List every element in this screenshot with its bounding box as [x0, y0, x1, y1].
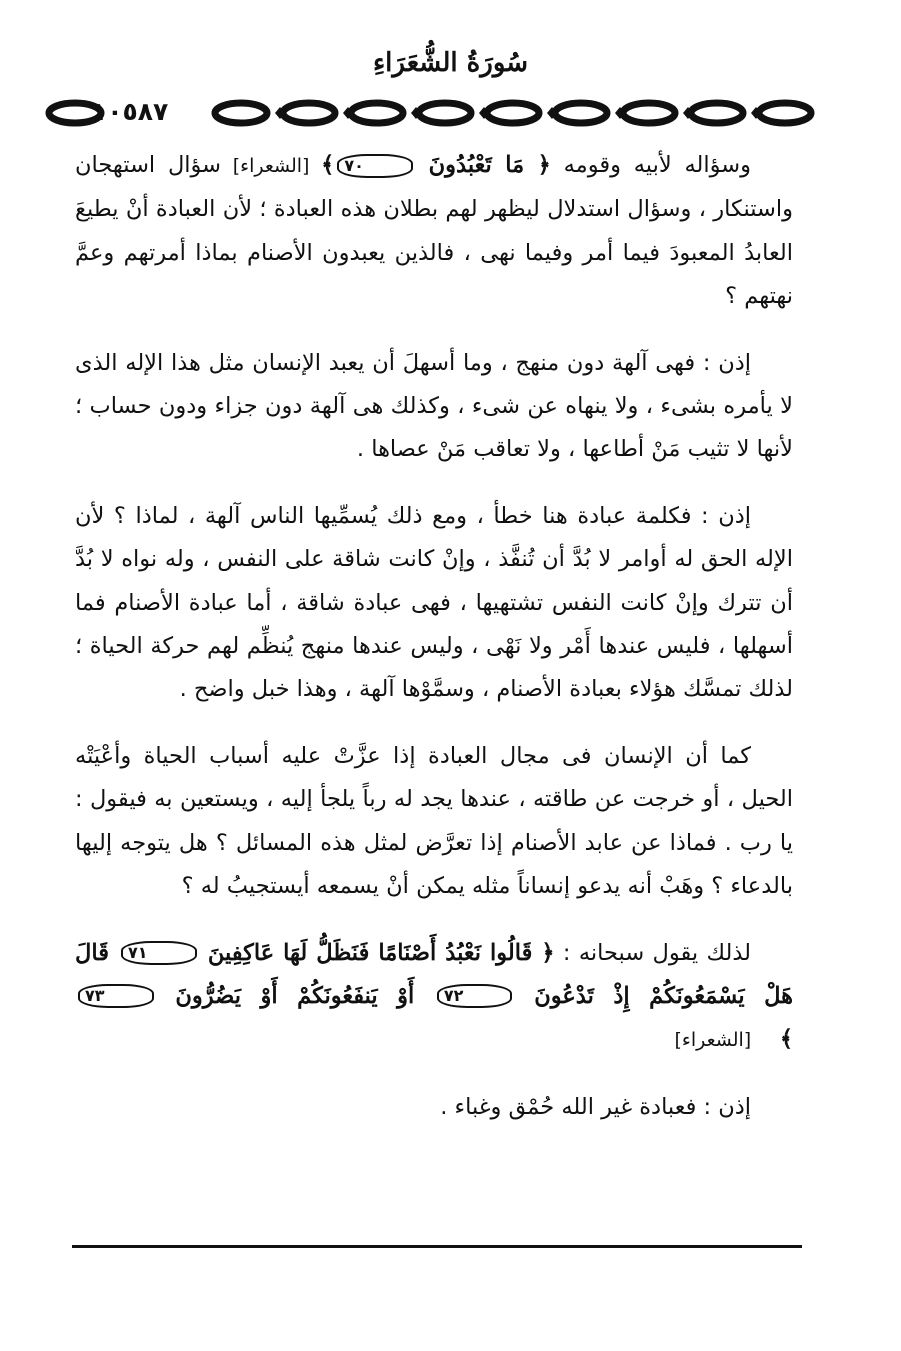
- quran-quote-part-2: قَالَ هَلْ يَسْمَعُونَكُمْ إِذْ تَدْعُونَ: [75, 939, 794, 1009]
- quran-quote-part-1: ﴿ قَالُوا نَعْبُدُ أَصْنَامًا فَنَظَلُّ لَهَا عَاكِفِينَ: [207, 939, 555, 966]
- paragraph-4: كما أن الإنسان فى مجال العبادة إذا عزَّتْ عليه أسباب الحياة وأعْيَتْه الحيل ، أو خرجت عن طاقته ، عندها يجد له رباً يلجأ إليه ، ويستعين به فيقول : يا رب . فماذا عن عابد الأصنام إذا تعرَّض لمثل هذه المسائل ؟ هل يتوجه إليها بالدعاء ؟ وهَبْ أنه يدعو إنساناً مثله يمكن أنْ يسمعه أيستجيبُ له ؟: [75, 742, 793, 900]
- paragraph-lead: وسؤاله لأبيه وقومه: [550, 152, 751, 178]
- verse-number-badge: ٧٣: [78, 984, 154, 1008]
- quote-close: ﴾: [779, 1026, 793, 1053]
- quran-quote-part-3: أَوْ يَنفَعُونَكُمْ أَوْ يَضُرُّونَ: [175, 982, 434, 1009]
- paragraph-1: [75, 144, 793, 319]
- quote-close: ﴾: [321, 152, 335, 178]
- verse-number-badge: ٧٢: [437, 984, 513, 1008]
- page-number: ١٠٥٨٧: [92, 97, 169, 126]
- surah-reference: [الشعراء]: [221, 155, 322, 177]
- surah-reference: [الشعراء]: [674, 1029, 752, 1052]
- paragraph-3: إذن : فكلمة عبادة هنا خطأ ، ومع ذلك يُسمِّيها الناس آلهة ، لماذا ؟ لأن الإله الحق له أوامر لا بُدَّ أن تُنفَّذ ، وإنْ كانت شاقة على النفس ، وله نواه لا بُدَّ أن تترك وإنْ كانت النفس تشتهيها ، فهى عبادة شاقة ، أما عبادة الأصنام فما أسهلها ، فليس عندها أَمْر ولا نَهْى ، وليس عندها منهج يُنظِّم لهم حركة الحياة ؛ لذلك تمسَّك هؤلاء بعبادة الأصنام ، وسمَّوْها آلهة ، وهذا خبل واضح .: [75, 502, 793, 703]
- page-body: [75, 144, 793, 1152]
- verse-number-badge: ٧١: [121, 941, 197, 965]
- paragraph-lead: لذلك يقول سبحانه :: [554, 939, 751, 966]
- quran-quote: ﴿ مَا تَعْبُدُونَ: [428, 152, 551, 178]
- paragraph-5: [75, 932, 793, 1063]
- paragraph-rest: سؤال استهجان واستنكار ، وسؤال استدلال ليظهر لهم بطلان هذه العبادة ؛ لأن العبادة أنْ يطيعَ العابدُ المعبودَ فيما أمر وفيما نهى ، فالذين يعبدون الأصنام بماذا أمرتهم وعمَّ نهتهم ؟: [75, 152, 793, 310]
- paragraph-2: إذن : فهى آلهة دون منهج ، وما أسهلَ أن يعبد الإنسان مثل هذا الإله الذى لا يأمره بشىء ، ولا ينهاه عن شىء ، وكذلك هى آلهة دون جزاء ودون حساب ؛ لأنها لا تثيب مَنْ أطاعها ، ولا تعاقب مَنْ عصاها .: [75, 349, 793, 463]
- paragraph-6: إذن : فعبادة غير الله حُمْق وغباء .: [440, 1093, 751, 1120]
- verse-number-badge: ٧٠: [337, 154, 413, 178]
- footer-rule: [72, 1245, 802, 1248]
- surah-title: سُورَةُ الشُّعَرَاءِ: [372, 48, 529, 78]
